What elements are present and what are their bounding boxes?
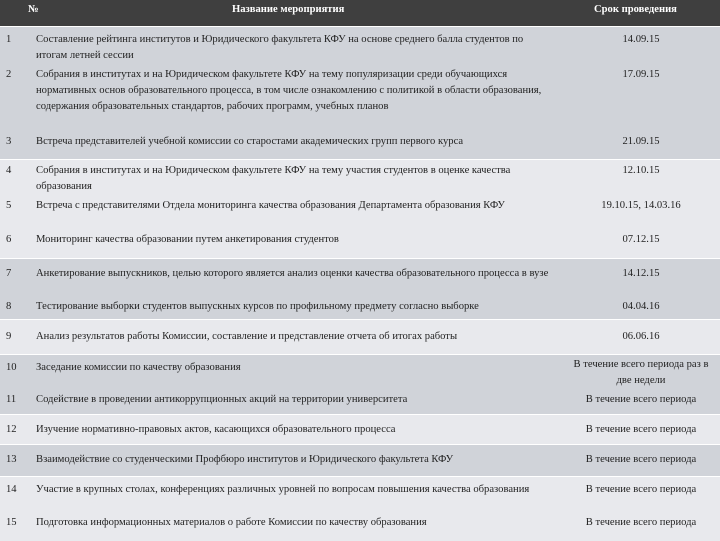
row-3-event: Встреча представителей учебной комиссии со старостами академических групп первого курса	[36, 136, 464, 147]
row-6-date: 07.12.15	[622, 234, 660, 245]
row-6-number: 6	[6, 234, 12, 245]
row-2-date: 17.09.15	[622, 69, 660, 80]
table-row-9	[0, 319, 720, 355]
row-9-date: 06.06.16	[622, 331, 660, 342]
table-row-13	[0, 444, 720, 477]
table-row-group-4-6	[0, 159, 720, 259]
table-row-12	[0, 414, 720, 445]
row-7-event: Анкетирование выпускников, целью которого является анализ оценки качества образовательного процесса в вузе	[36, 268, 549, 279]
row-11-event: Содействие в проведении антикоррупционных акций на территории университета	[36, 394, 408, 405]
row-1-event: Составление рейтинга институтов и Юридического факультета КФУ на основе среднего балла студентов по итогам летней сессии	[36, 34, 524, 61]
row-13-event: Взаимодействие со студенческими Профбюро институтов и Юридического факультета КФУ	[36, 454, 454, 465]
header-event-name: Название мероприятия	[232, 4, 345, 15]
row-13-number: 13	[6, 454, 17, 465]
table-row-group-10-11	[0, 354, 720, 415]
row-11-date: В течение всего периода	[585, 394, 697, 405]
row-14-date: В течение всего периода	[585, 484, 697, 495]
row-4-number: 4	[6, 165, 12, 176]
row-9-event: Анализ результатов работы Комиссии, составление и представление отчета об итогах работы	[36, 331, 458, 342]
row-3-date: 21.09.15	[622, 136, 660, 147]
row-4-event: Собрания в институтах и на Юридическом факультете КФУ на тему участия студентов в оценке качества образования	[36, 165, 511, 192]
row-3-number: 3	[6, 136, 12, 147]
row-14-number: 14	[6, 484, 17, 495]
table-row-group-7-8	[0, 258, 720, 320]
row-10-date: В течение всего периода раз в две недели	[573, 359, 709, 386]
row-15-number: 15	[6, 517, 17, 528]
row-8-date: 04.04.16	[622, 301, 660, 312]
row-12-number: 12	[6, 424, 17, 435]
row-1-date: 14.09.15	[622, 34, 660, 45]
table-header	[0, 0, 720, 26]
row-11-number: 11	[6, 394, 17, 405]
row-7-number: 7	[6, 268, 12, 279]
row-13-date: В течение всего периода	[585, 454, 697, 465]
row-10-event: Заседание комиссии по качеству образования	[36, 362, 241, 373]
row-2-event: Собрания в институтах и на Юридическом факультете КФУ на тему популяризации среди обучающихся нормативных основ образовательного процесса, в том числе ознакомлению с политикой в области образования, содержания образовательных стандартов, рабочих программ, учебных планов	[36, 69, 542, 112]
row-14-event: Участие в крупных столах, конференциях различных уровней по вопросам повышения качества образования	[36, 484, 530, 495]
row-9-number: 9	[6, 331, 12, 342]
row-6-event: Мониторинг качества образовании путем анкетирования студентов	[36, 234, 339, 245]
row-12-date: В течение всего периода	[585, 424, 697, 435]
row-15-date: В течение всего периода	[585, 517, 697, 528]
row-8-event: Тестирование выборки студентов выпускных курсов по профильному предмету согласно выборке	[36, 301, 479, 312]
row-15-event: Подготовка информационных материалов о работе Комиссии по качеству образования	[36, 517, 427, 528]
table-row-group-1-3	[0, 26, 720, 160]
row-4-date: 12.10.15	[622, 165, 660, 176]
row-5-date: 19.10.15, 14.03.16	[601, 200, 681, 211]
row-8-number: 8	[6, 301, 12, 312]
header-date: Срок проведения	[594, 4, 677, 15]
row-7-date: 14.12.15	[622, 268, 660, 279]
header-number: №	[28, 4, 39, 15]
row-5-number: 5	[6, 200, 12, 211]
row-5-event: Встреча с представителями Отдела мониторинга качества образования Департамента образования КФУ	[36, 200, 505, 211]
row-12-event: Изучение нормативно-правовых актов, касающихся образовательного процесса	[36, 424, 396, 435]
row-1-number: 1	[6, 34, 12, 45]
row-2-number: 2	[6, 69, 12, 80]
table-row-group-14-15	[0, 476, 720, 541]
row-10-number: 10	[6, 362, 17, 373]
